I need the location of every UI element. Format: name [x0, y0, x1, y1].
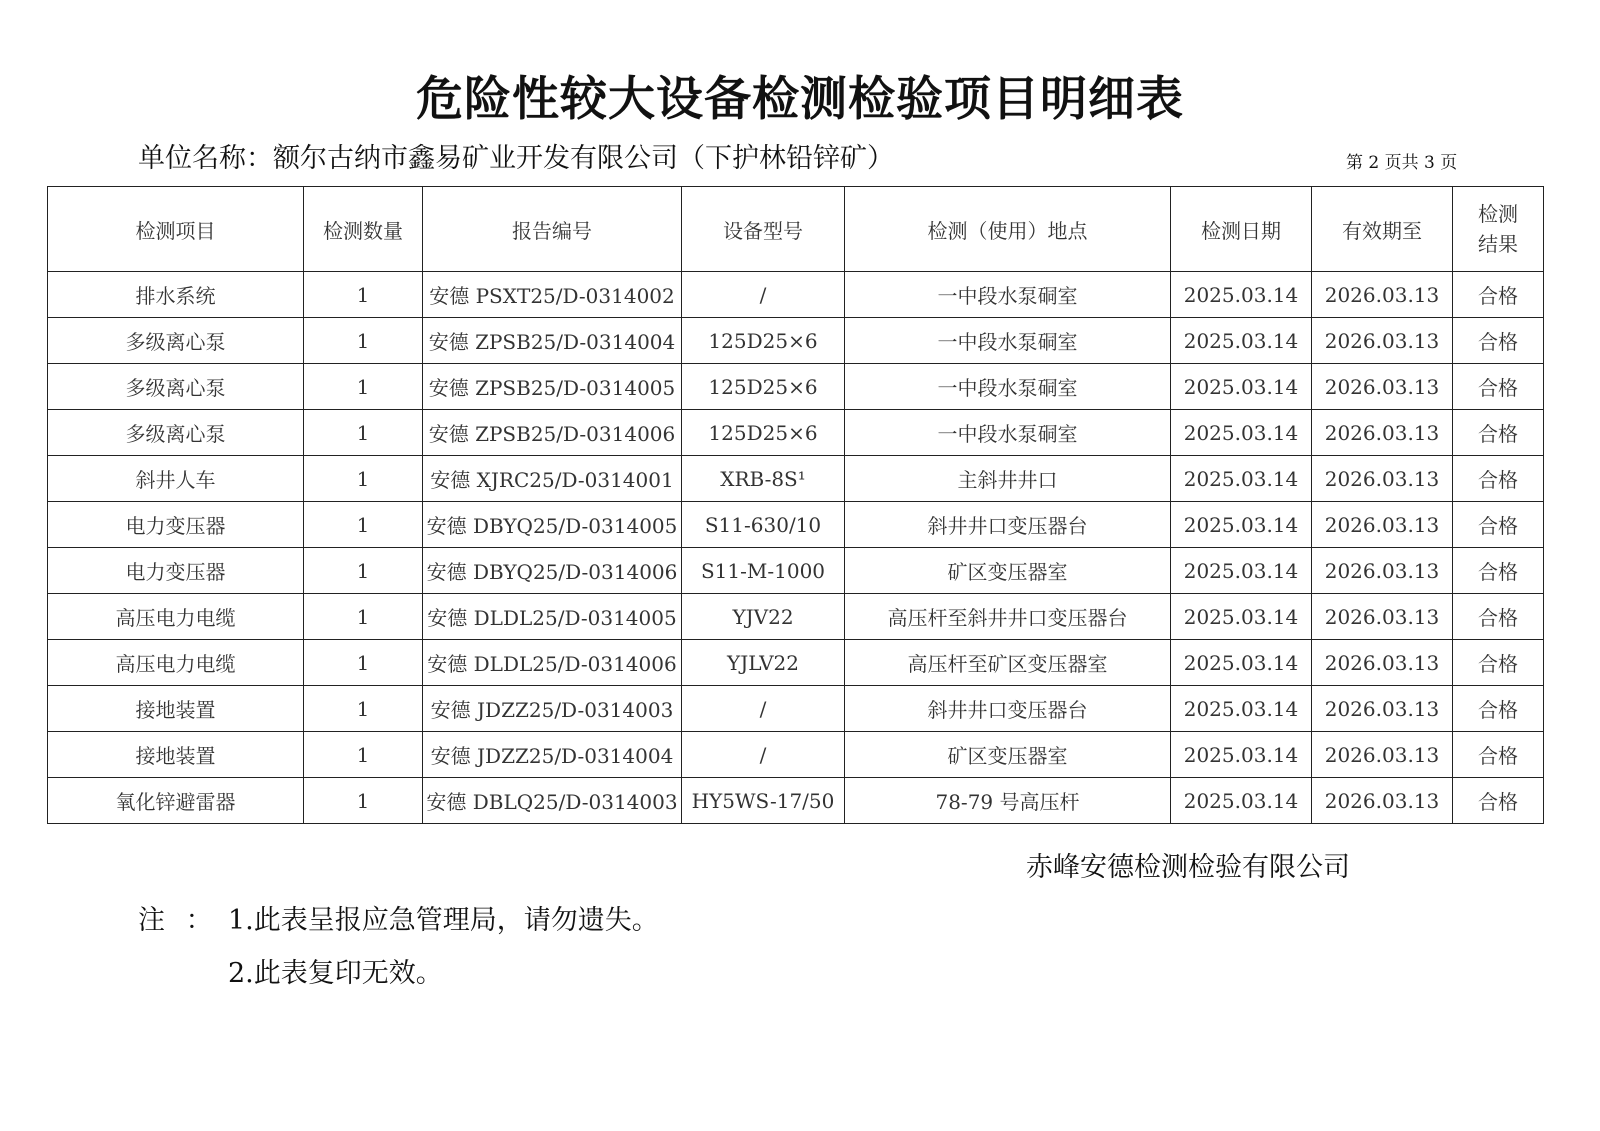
cell-result: 合格	[1453, 272, 1544, 318]
cell-location: 78-79 号高压杆	[845, 778, 1171, 824]
document-title: 危险性较大设备检测检验项目明细表	[416, 72, 1184, 127]
cell-report-no: 安德 ZPSB25/D-0314006	[423, 410, 682, 456]
cell-result: 合格	[1453, 456, 1544, 502]
table-header-row	[48, 187, 1544, 272]
table-row	[48, 686, 1544, 732]
unit-name: 单位名称：额尔古纳市鑫易矿业开发有限公司（下护林铅锌矿）	[138, 143, 894, 174]
cell-item: 接地装置	[48, 686, 304, 732]
cell-result: 合格	[1453, 594, 1544, 640]
cell-model: /	[682, 272, 845, 318]
cell-report-no: 安德 DBYQ25/D-0314005	[423, 502, 682, 548]
cell-model: HY5WS-17/50	[682, 778, 845, 824]
cell-location: 斜井井口变压器台	[845, 502, 1171, 548]
cell-report-no: 安德 DLDL25/D-0314005	[423, 594, 682, 640]
cell-quantity: 1	[304, 548, 423, 594]
cell-quantity: 1	[304, 272, 423, 318]
table-row	[48, 548, 1544, 594]
cell-valid-until: 2026.03.13	[1312, 502, 1453, 548]
cell-result: 合格	[1453, 410, 1544, 456]
cell-quantity: 1	[304, 456, 423, 502]
table-body	[48, 272, 1544, 824]
cell-location: 高压杆至矿区变压器室	[845, 640, 1171, 686]
header-result-label	[1478, 199, 1518, 259]
cell-test-date: 2025.03.14	[1171, 594, 1312, 640]
cell-location: 主斜井井口	[845, 456, 1171, 502]
cell-model: 125D25×6	[682, 318, 845, 364]
cell-valid-until: 2026.03.13	[1312, 686, 1453, 732]
cell-valid-until: 2026.03.13	[1312, 640, 1453, 686]
cell-test-date: 2025.03.14	[1171, 640, 1312, 686]
cell-valid-until: 2026.03.13	[1312, 778, 1453, 824]
cell-item: 接地装置	[48, 732, 304, 778]
table-row	[48, 594, 1544, 640]
cell-report-no: 安德 DLDL25/D-0314006	[423, 640, 682, 686]
cell-location: 一中段水泵硐室	[845, 410, 1171, 456]
cell-test-date: 2025.03.14	[1171, 410, 1312, 456]
cell-model: YJV22	[682, 594, 845, 640]
cell-item: 电力变压器	[48, 502, 304, 548]
cell-location: 高压杆至斜井井口变压器台	[845, 594, 1171, 640]
cell-valid-until: 2026.03.13	[1312, 272, 1453, 318]
cell-report-no: 安德 JDZZ25/D-0314003	[423, 686, 682, 732]
cell-test-date: 2025.03.14	[1171, 456, 1312, 502]
cell-test-date: 2025.03.14	[1171, 364, 1312, 410]
cell-location: 矿区变压器室	[845, 732, 1171, 778]
cell-item: 多级离心泵	[48, 364, 304, 410]
cell-quantity: 1	[304, 594, 423, 640]
table-row	[48, 364, 1544, 410]
cell-quantity: 1	[304, 686, 423, 732]
cell-model: XRB-8S¹	[682, 456, 845, 502]
cell-model: /	[682, 686, 845, 732]
inspection-table	[47, 186, 1544, 824]
note-item-2: 2.此表复印无效。	[228, 958, 443, 989]
cell-test-date: 2025.03.14	[1171, 732, 1312, 778]
header-result-line2: 结果	[1478, 232, 1518, 256]
header-result	[1453, 187, 1544, 272]
cell-item: 电力变压器	[48, 548, 304, 594]
header-quantity: 检测数量	[304, 187, 423, 272]
cell-item: 斜井人车	[48, 456, 304, 502]
cell-quantity: 1	[304, 778, 423, 824]
cell-result: 合格	[1453, 364, 1544, 410]
cell-report-no: 安德 DBLQ25/D-0314003	[423, 778, 682, 824]
page-number: 第 2 页共 3 页	[1346, 153, 1458, 173]
notes-label: 注 ：	[138, 905, 219, 936]
cell-item: 多级离心泵	[48, 410, 304, 456]
header-valid-until: 有效期至	[1312, 187, 1453, 272]
cell-quantity: 1	[304, 410, 423, 456]
cell-model: 125D25×6	[682, 410, 845, 456]
table-row	[48, 502, 1544, 548]
cell-result: 合格	[1453, 732, 1544, 778]
cell-test-date: 2025.03.14	[1171, 502, 1312, 548]
cell-item: 排水系统	[48, 272, 304, 318]
header-location: 检测（使用）地点	[845, 187, 1171, 272]
cell-test-date: 2025.03.14	[1171, 318, 1312, 364]
cell-valid-until: 2026.03.13	[1312, 318, 1453, 364]
cell-result: 合格	[1453, 548, 1544, 594]
cell-test-date: 2025.03.14	[1171, 778, 1312, 824]
cell-result: 合格	[1453, 686, 1544, 732]
table-row	[48, 640, 1544, 686]
cell-valid-until: 2026.03.13	[1312, 456, 1453, 502]
table-row	[48, 318, 1544, 364]
cell-report-no: 安德 ZPSB25/D-0314004	[423, 318, 682, 364]
cell-model: 125D25×6	[682, 364, 845, 410]
cell-location: 一中段水泵硐室	[845, 272, 1171, 318]
cell-test-date: 2025.03.14	[1171, 548, 1312, 594]
cell-model: YJLV22	[682, 640, 845, 686]
issuer-signature: 赤峰安德检测检验有限公司	[1026, 852, 1350, 883]
header-item: 检测项目	[48, 187, 304, 272]
cell-location: 矿区变压器室	[845, 548, 1171, 594]
cell-result: 合格	[1453, 502, 1544, 548]
cell-quantity: 1	[304, 640, 423, 686]
header-result-line1: 检测	[1478, 202, 1518, 226]
cell-quantity: 1	[304, 364, 423, 410]
table-row	[48, 272, 1544, 318]
cell-item: 高压电力电缆	[48, 594, 304, 640]
cell-result: 合格	[1453, 640, 1544, 686]
cell-model: S11-630/10	[682, 502, 845, 548]
cell-report-no: 安德 ZPSB25/D-0314005	[423, 364, 682, 410]
cell-report-no: 安德 PSXT25/D-0314002	[423, 272, 682, 318]
cell-test-date: 2025.03.14	[1171, 272, 1312, 318]
table-row	[48, 456, 1544, 502]
cell-report-no: 安德 DBYQ25/D-0314006	[423, 548, 682, 594]
cell-report-no: 安德 XJRC25/D-0314001	[423, 456, 682, 502]
cell-valid-until: 2026.03.13	[1312, 410, 1453, 456]
table-row	[48, 410, 1544, 456]
cell-location: 一中段水泵硐室	[845, 364, 1171, 410]
table-row	[48, 732, 1544, 778]
cell-valid-until: 2026.03.13	[1312, 364, 1453, 410]
cell-result: 合格	[1453, 318, 1544, 364]
cell-location: 一中段水泵硐室	[845, 318, 1171, 364]
cell-test-date: 2025.03.14	[1171, 686, 1312, 732]
cell-valid-until: 2026.03.13	[1312, 548, 1453, 594]
header-test-date: 检测日期	[1171, 187, 1312, 272]
cell-model: S11-M-1000	[682, 548, 845, 594]
cell-item: 多级离心泵	[48, 318, 304, 364]
cell-quantity: 1	[304, 502, 423, 548]
cell-result: 合格	[1453, 778, 1544, 824]
cell-valid-until: 2026.03.13	[1312, 594, 1453, 640]
table-row	[48, 778, 1544, 824]
cell-model: /	[682, 732, 845, 778]
cell-valid-until: 2026.03.13	[1312, 732, 1453, 778]
cell-item: 氧化锌避雷器	[48, 778, 304, 824]
header-report-no: 报告编号	[423, 187, 682, 272]
cell-quantity: 1	[304, 732, 423, 778]
cell-location: 斜井井口变压器台	[845, 686, 1171, 732]
note-item-1: 1.此表呈报应急管理局，请勿遗失。	[228, 905, 659, 936]
cell-item: 高压电力电缆	[48, 640, 304, 686]
cell-report-no: 安德 JDZZ25/D-0314004	[423, 732, 682, 778]
header-model: 设备型号	[682, 187, 845, 272]
cell-quantity: 1	[304, 318, 423, 364]
